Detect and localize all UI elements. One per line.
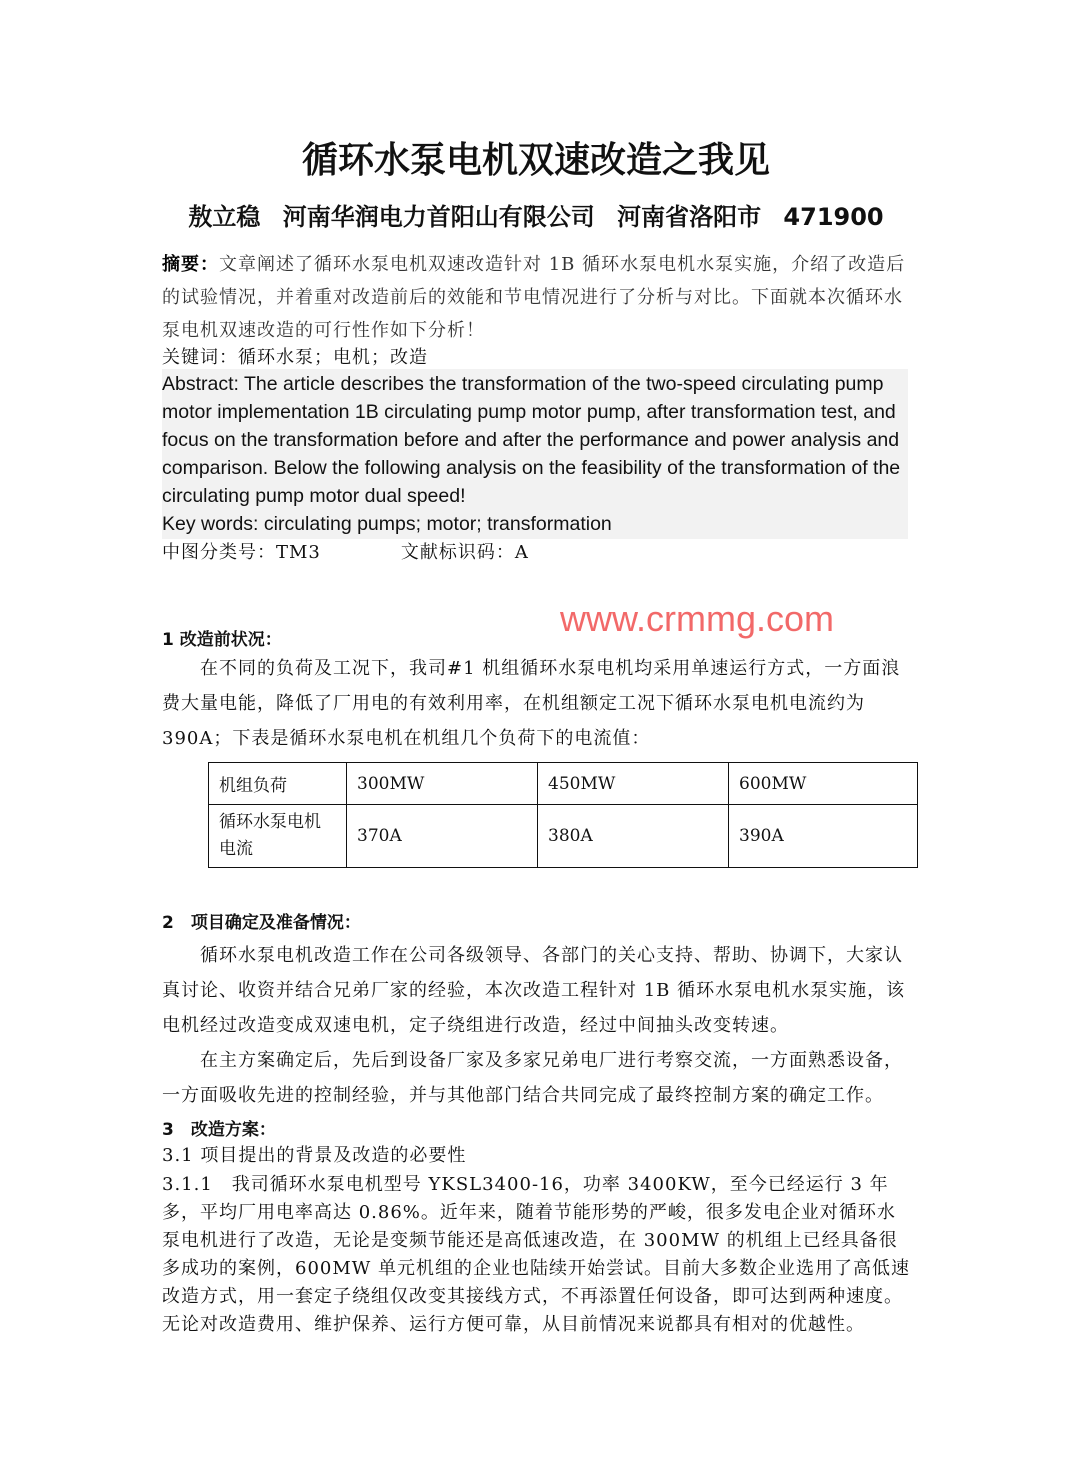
page-title: 循环水泵电机双速改造之我见 — [301, 139, 770, 181]
abstract-en: Abstract: The article describes the transformation of the two-speed circulating pump motor implementation 1B circulating pump motor pump, after transformation test, and focus on the transformation before and after the performance and power analysis and comparison. Below the following analysis on the feasibility of the transformation of the circulating pump motor dual speed! — [162, 373, 901, 507]
keywords-en: Key words: circulating pumps; motor; transformation — [162, 513, 612, 535]
watermark: www.crmmg.com — [560, 598, 835, 639]
subsection-3-1: 3.1 项目提出的背景及改造的必要性 — [162, 1145, 467, 1166]
table-cell: 600MW — [729, 763, 918, 805]
table-cell: 380A — [538, 805, 729, 868]
current-table — [208, 762, 918, 868]
section-3-heading: 3 改造方案： — [162, 1120, 276, 1140]
abstract-text: 文章阐述了循环水泵电机双速改造针对 1B 循环水泵电机水泵实施，介绍了改造后的试验情况，并着重对改造前后的效能和节电情况进行了分析与对比。下面就本次循环水泵电机双速改造的可行性作如下分析！ — [162, 254, 906, 341]
classification — [162, 539, 910, 567]
author-line — [0, 197, 1072, 232]
table-cell: 循环水泵电机电流 — [209, 805, 347, 868]
table-row — [209, 763, 918, 805]
author-name: 敖立稳 — [188, 203, 261, 231]
table-cell: 机组负荷 — [209, 763, 347, 805]
section-2-heading: 2 项目确定及准备情况： — [162, 913, 361, 933]
document-body — [162, 248, 910, 1339]
section-2-para: 循环水泵电机改造工作在公司各级领导、各部门的关心支持、帮助、协调下，大家认真讨论、收资并结合兄弟厂家的经验，本次改造工程针对 1B 循环水泵电机水泵实施，该电机经过改造变成双速电机，定子绕组进行改造，经过中间抽头改变转速。 — [162, 945, 906, 1036]
table-cell: 300MW — [347, 763, 538, 805]
table-row — [209, 805, 918, 868]
section-2-para: 在主方案确定后，先后到设备厂家及多家兄弟电厂进行考察交流，一方面熟悉设备，一方面吸收先进的控制经验，并与其他部门结合共同完成了最终控制方案的确定工作。 — [162, 1050, 903, 1106]
section-3-para: 3.1.1 我司循环水泵电机型号 YKSL3400-16，功率 3400KW，至今已经运行 3 年多，平均厂用电率高达 0.86%。近年来，随着节能形势的严峻，很多发电企业对循环水泵电机进行了改造，无论是变频节能还是高低速改造，在 300MW 的机组上已经具备很多成功的案例，600MW 单元机组的企业也陆续开始尝试。目前大多数企业选用了高低速改造方式，用一套定子绕组仅改变其接线方式，不再添置任何设备，即可达到两种速度。无论对改造费用、维护保养、运行方便可靠，从目前情况来说都具有相对的优越性。 — [162, 1174, 911, 1335]
section-1-heading: 1 改造前状况： — [162, 630, 282, 650]
doc-code: 文献标识码：A — [400, 542, 529, 563]
clc-code: 中图分类号：TM3 — [162, 542, 321, 563]
abstract-en-block — [162, 369, 908, 539]
section-1-para: 在不同的负荷及工况下，我司#1 机组循环水泵电机均采用单速运行方式，一方面浪费大量电能，降低了厂用电的有效利用率，在机组额定工况下循环水泵电机电流约为 390A；下表是循环水泵电机在机组几个负荷下的电流值： — [162, 658, 901, 749]
table-cell: 370A — [347, 805, 538, 868]
table-cell: 450MW — [538, 763, 729, 805]
abstract-label: 摘要： — [162, 254, 219, 275]
keywords-cn: 关键词：循环水泵；电机；改造 — [162, 347, 428, 368]
author-location: 河南省洛阳市 471900 — [617, 203, 884, 231]
table-cell: 390A — [729, 805, 918, 868]
author-company: 河南华润电力首阳山有限公司 — [282, 203, 595, 231]
abstract-cn — [162, 248, 910, 347]
